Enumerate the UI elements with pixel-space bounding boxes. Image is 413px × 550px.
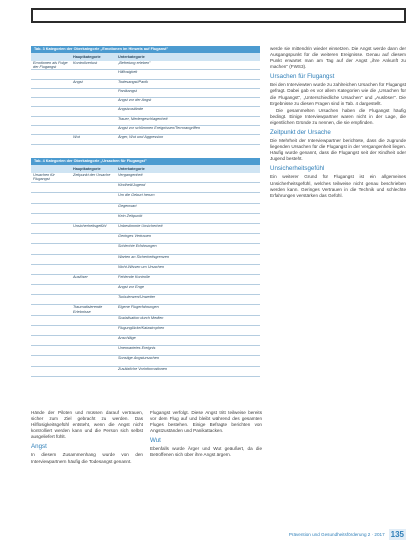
table-cell xyxy=(71,295,116,304)
table-cell: Schlechte Erfahrungen xyxy=(118,244,157,249)
table-cell xyxy=(71,70,116,78)
table-cell: Angst vor Enge xyxy=(118,285,144,290)
table-cell xyxy=(71,214,116,223)
table-cell xyxy=(71,316,116,325)
table-cell: Unerwartetes Ereignis xyxy=(118,346,156,351)
table-cell xyxy=(31,89,71,97)
table-row xyxy=(31,244,260,254)
table-row xyxy=(31,173,260,183)
table-cell xyxy=(71,255,116,264)
table-row xyxy=(31,305,260,315)
table-cell: Turbulenzen/Unwetter xyxy=(118,295,156,300)
table-row xyxy=(31,265,260,275)
table-cell xyxy=(71,193,116,202)
table-cell xyxy=(71,107,116,115)
table-cell: Um die Geburt herum xyxy=(118,193,155,198)
table-cell: Kein Zeitpunkt xyxy=(118,213,143,218)
table-cell: „Befreiung erleben" xyxy=(118,61,151,65)
table-cell xyxy=(71,98,116,106)
table-cell: Zusätzliche Vorinformationen xyxy=(118,366,168,371)
table-cell xyxy=(71,265,116,274)
section-heading: Ursachen für Flugangst xyxy=(270,73,335,81)
table-cell: Geringes Vertrauen xyxy=(118,234,151,239)
table-cell xyxy=(31,367,71,376)
table-cell: Ursachen für Flugangst xyxy=(33,173,55,182)
table-cell: Angst vor schlimmen Ereignissen/Terrorangriffen xyxy=(118,126,200,131)
table-cell: Angst vor der Angst xyxy=(118,98,152,103)
section-heading: Wut xyxy=(150,437,161,445)
table-cell: Fehlende Kontrolle xyxy=(118,274,150,279)
table-row xyxy=(31,80,260,89)
table-cell xyxy=(71,204,116,213)
table-cell: Trauer, Niedergeschlagenheit xyxy=(118,116,168,121)
table-cell xyxy=(71,126,116,134)
table-cell xyxy=(71,326,116,335)
table-cell xyxy=(31,117,71,125)
table-4-header xyxy=(31,165,260,173)
table-4-title: Tab. 4 Kategorien der Oberkategorie „Ursachen für Flugangst" xyxy=(31,158,260,165)
table-cell: Angstzustände xyxy=(118,107,144,112)
table-row xyxy=(31,326,260,336)
table-3 xyxy=(31,46,260,145)
table-row xyxy=(31,356,260,366)
table-cell: Vergangenheit xyxy=(118,173,143,177)
table-cell: Zeitpunkt der Ursache xyxy=(73,173,111,177)
paragraph: Ebenfalls wurde Ärger und Wut geäußert, da die Betroffenen sich über ihre Angst ärgern. xyxy=(150,446,262,458)
table-cell xyxy=(71,285,116,294)
table-cell: Angst xyxy=(73,79,83,84)
table-cell xyxy=(71,117,116,125)
page-footer xyxy=(289,529,406,540)
table-cell: Kontrollverlust xyxy=(73,61,98,65)
table-cell xyxy=(31,255,71,264)
table-cell xyxy=(71,356,116,365)
table-row xyxy=(31,255,260,265)
table-row xyxy=(31,193,260,203)
table-cell xyxy=(31,107,71,115)
table-row xyxy=(31,275,260,285)
table-row xyxy=(31,61,260,70)
table-3-header-col-3: Unterkategorie xyxy=(118,54,145,59)
table-cell xyxy=(71,89,116,97)
table-row xyxy=(31,117,260,126)
table-cell: Anschläge xyxy=(118,336,136,340)
table-cell xyxy=(31,305,71,314)
table-row xyxy=(31,234,260,244)
table-cell xyxy=(71,346,116,355)
table-cell xyxy=(31,336,71,345)
table-cell: Kindheit/Jugend xyxy=(118,183,146,188)
table-row xyxy=(31,98,260,107)
table-cell xyxy=(31,70,71,78)
paragraph: Hände der Piloten und müssen darauf vertrauen, sicher zum Ziel gebracht zu werden. Das Hilflosigkeitsgefühl entsteht, wenn die Angst nicht kontrolliert werden kann und die Person sich selbst ausgeliefert fühlt. xyxy=(31,410,143,440)
table-row xyxy=(31,316,260,326)
table-4-header-col-3: Unterkategorie xyxy=(118,166,145,171)
table-cell: Eigene Flugerfahrungen xyxy=(118,305,159,310)
right-column xyxy=(270,46,406,200)
table-cell xyxy=(31,234,71,243)
table-cell: Sonstige Angstursachen xyxy=(118,356,160,361)
table-cell xyxy=(31,98,71,106)
table-cell xyxy=(71,183,116,192)
table-cell xyxy=(31,244,71,253)
paragraph: Bei den Interviewten wurde zu zahlreichen Ursachen für Flugangst gefragt. Dabei gab es vor allem Kategorien wie die „Ursachen für die Flugangst", „Unterschiedliche Ursachen" und „Auslöser". Die Ergebnisse zu diesen Fragen sind in Tab. 4 dargestellt. xyxy=(270,82,406,106)
table-cell: Warten an Sicherheitsgrenzen xyxy=(118,254,170,259)
table-3-title: Tab. 3 Kategorien der Oberkategorie „Emotionen im Hinweis auf Fluganst" xyxy=(31,46,260,53)
table-row xyxy=(31,126,260,135)
table-4-header-col-2: Hauptkategorie xyxy=(73,166,101,171)
table-cell: Emotionen als Folge der Flugangst xyxy=(33,61,68,70)
table-cell xyxy=(31,126,71,134)
table-row xyxy=(31,336,260,346)
table-cell xyxy=(31,224,71,233)
table-row xyxy=(31,346,260,356)
table-cell: Sozialisation durch Medien xyxy=(118,315,164,320)
table-cell xyxy=(31,183,71,192)
table-row xyxy=(31,214,260,224)
table-cell xyxy=(31,285,71,294)
table-cell: Auslöser xyxy=(73,274,88,279)
page-number: 135 xyxy=(390,530,404,539)
table-3-header xyxy=(31,53,260,61)
header-bar xyxy=(31,8,406,23)
table-cell: Panikangst xyxy=(118,88,137,93)
table-cell xyxy=(31,265,71,274)
table-cell: Traumatisierende Erlebnisse xyxy=(73,305,103,314)
table-cell xyxy=(31,193,71,202)
paragraph: In diesem Zusammenhang wurde von den Interviewpartnern häufig die Todesangst genannt. xyxy=(31,452,143,464)
bottom-middle-column xyxy=(150,410,262,460)
paragraph: Flugangst verfolgt. Diese Angst tritt teilweise bereits vor dem Flug auf und bleibt während des gesamten Fluges bestehen. Einige Befragte berichten von Angstzuständen und Panikattacken. xyxy=(150,410,262,434)
table-cell: Wut xyxy=(73,135,80,140)
table-cell: Todesangst/Panik xyxy=(118,79,149,84)
table-row xyxy=(31,224,260,234)
paragraph: Die gesammelten Ursachen haben die Flugangst häufig bedingt. Einige Interviewpartner waren nicht in der Lage, die eigentlichen Gründe zu nennen, die sie empfinden. xyxy=(270,107,406,125)
table-cell xyxy=(31,326,71,335)
table-3-header-col-2: Hauptkategorie xyxy=(73,54,101,59)
table-cell: Unbestimmte Unsicherheit xyxy=(118,223,163,228)
table-row xyxy=(31,295,260,305)
table-row xyxy=(31,285,260,295)
paragraph: Die Mehrheit der Interviewpartner berichtete, dass die zugrunde liegenden Ursachen für die Flugangst in der Vergangenheit liegen. Häufig wurde genannt, dass die Flugangst seit der Kindheit oder Jugend besteht. xyxy=(270,138,406,162)
table-cell xyxy=(71,234,116,243)
table-cell: Gegenwart xyxy=(118,203,137,208)
table-cell xyxy=(31,275,71,284)
table-cell: Nicht-Wissen um Ursachen xyxy=(118,264,164,269)
bottom-left-column xyxy=(31,410,143,466)
paragraph: Ein weiterer Grund für Flugangst ist ein allgemeines Unsicherheitsgefühl, welches teilweise nicht genau beschrieben werden kann. Geringes Vertrauen in die Technik und schlechte Erfahrungen verstärken das Gefühl. xyxy=(270,174,406,198)
table-row xyxy=(31,89,260,98)
table-row xyxy=(31,70,260,79)
table-cell xyxy=(31,214,71,223)
table-cell: Unsicherheitsgefühl xyxy=(73,223,107,228)
table-cell xyxy=(71,244,116,253)
table-cell xyxy=(31,135,71,143)
table-row xyxy=(31,367,260,377)
table-row xyxy=(31,204,260,214)
table-row xyxy=(31,183,260,193)
paragraph: werde sie mittendrin wieder einsetzen. Die Angst werde dann der Ausgangspunkt für die weiteren Ereignisse. Genau auf diesem Punkt erwartet man am Tag auf der Angst „ihre Ankunft zu machen" (FWS3). xyxy=(270,46,406,70)
table-cell: Hilflosigkeit xyxy=(118,70,138,75)
section-heading: Zeitpunkt der Ursache xyxy=(270,129,331,137)
journal-name: Prävention und Gesundheitsförderung 2 · 2017 xyxy=(288,532,385,537)
table-row xyxy=(31,135,260,144)
table-cell: Ärger, Wut und Aggression xyxy=(118,135,164,140)
section-heading: Angst xyxy=(31,443,47,451)
table-cell xyxy=(31,346,71,355)
table-row xyxy=(31,107,260,116)
table-cell xyxy=(31,356,71,365)
table-cell xyxy=(71,336,116,345)
table-cell xyxy=(31,295,71,304)
table-cell: Flugunglücke/Katastrophen xyxy=(118,325,165,330)
table-cell xyxy=(31,80,71,88)
table-cell xyxy=(31,204,71,213)
table-cell xyxy=(71,367,116,376)
table-cell xyxy=(31,316,71,325)
section-heading: Unsicherheitsgefühl xyxy=(270,165,325,173)
table-4 xyxy=(31,158,260,377)
